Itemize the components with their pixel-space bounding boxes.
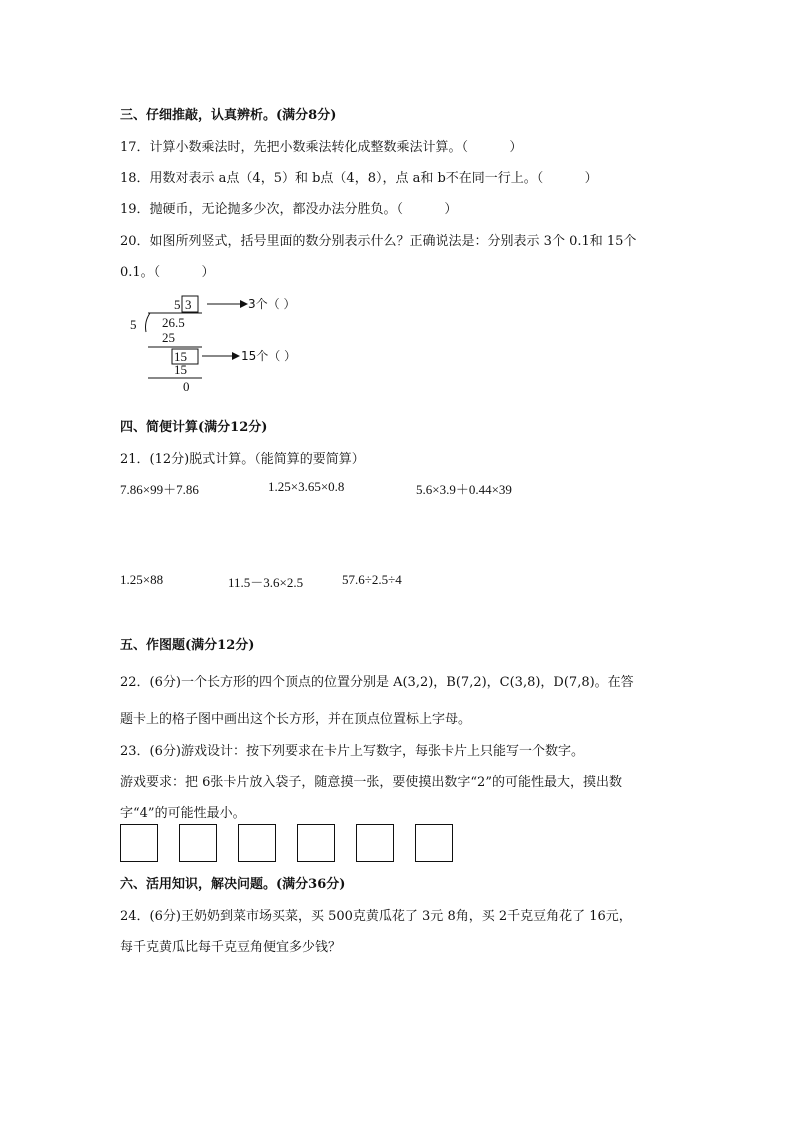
dividend: 26.5 [162, 315, 185, 330]
card-box-6[interactable] [415, 824, 453, 862]
section-5-heading: 五、作图题(满分12分) [120, 638, 255, 653]
quotient-boxed-digit: 3 [185, 297, 192, 312]
expression-5: 11.5－3.6×2.5 [228, 575, 304, 590]
quotient-digit: 5 [174, 297, 181, 312]
question-21: 21．(12分)脱式计算。（能简算的要简算） [120, 452, 365, 467]
question-22-line1: 22．(6分)一个长方形的四个顶点的位置分别是 A(3,2)，B(7,2)，C(3,8)，D(7,8)。在答 [120, 675, 634, 690]
question-23-line3: 字“4”的可能性最小。 [120, 806, 246, 821]
card-box-4[interactable] [297, 824, 335, 862]
question-23-line1: 23．(6分)游戏设计：按下列要求在卡片上写数字，每张卡片上只能写一个数字。 [120, 744, 584, 759]
question-24-line1: 24．(6分)王奶奶到菜市场买菜，买 500克黄瓜花了 3元 8角，买 2千克豆角花了 16元， [120, 909, 632, 924]
expression-3: 5.6×3.9＋0.44×39 [416, 482, 512, 497]
expression-2: 1.25×3.65×0.8 [268, 479, 345, 494]
question-20-line1: 20．如图所列竖式，括号里面的数分别表示什么？正确说法是：分别表示 3个 0.1和 15个 [120, 234, 637, 249]
question-24-line2: 每千克黄瓜比每千克豆角便宜多少钱？ [120, 940, 342, 955]
label-mid: 15个（ ） [241, 349, 297, 363]
step-1: 25 [162, 330, 175, 345]
arrow-mid-head [232, 352, 240, 360]
divisor: 5 [130, 317, 137, 332]
section-6-heading: 六、活用知识，解决问题。(满分36分) [120, 877, 346, 892]
section-3-heading: 三、仔细推敲，认真辨析。(满分8分) [120, 108, 337, 123]
question-17: 17．计算小数乘法时，先把小数乘法转化成整数乘法计算。（ ） [120, 140, 523, 155]
card-box-3[interactable] [238, 824, 276, 862]
final-remainder: 0 [183, 379, 190, 394]
question-19: 19．抛硬币，无论抛多少次，都没办法分胜负。（ ） [120, 202, 458, 217]
question-22-line2: 题卡上的格子图中画出这个长方形，并在顶点位置标上字母。 [120, 712, 472, 727]
question-20-line2: 0.1。（ ） [120, 265, 215, 280]
arrow-top-head [240, 300, 248, 308]
section-4-heading: 四、简便计算(满分12分) [120, 420, 268, 435]
expression-6: 57.6÷2.5÷4 [342, 572, 402, 587]
expression-4: 1.25×88 [120, 572, 164, 587]
label-top: 3个（ ） [248, 297, 296, 311]
division-bracket [146, 313, 151, 332]
expression-1: 7.86×99＋7.86 [120, 482, 199, 497]
question-23-line2: 游戏要求：把 6张卡片放入袋子，随意摸一张，要使摸出数字“2”的可能性最大，摸出数 [120, 775, 622, 790]
remainder-boxed: 15 [174, 349, 187, 364]
card-box-2[interactable] [179, 824, 217, 862]
question-18: 18．用数对表示 a点（4，5）和 b点（4，8），点 a和 b不在同一行上。（ ） [120, 171, 598, 186]
step-2: 15 [174, 362, 187, 377]
card-box-1[interactable] [120, 824, 158, 862]
long-division-figure [120, 292, 340, 396]
card-box-5[interactable] [356, 824, 394, 862]
